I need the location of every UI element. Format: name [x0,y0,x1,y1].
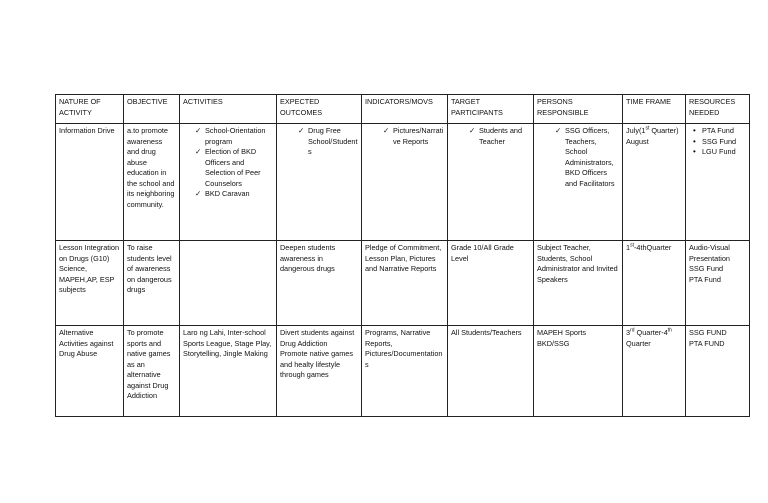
list-item: • PTA Fund [693,126,734,135]
header-resources: RESOURCES NEEDED [686,95,750,124]
resources-cell: SSG FUND PTA FUND [686,326,750,417]
time-frame-cell: July(1st Quarter) August [623,124,686,241]
nature-cell: Information Drive [56,124,124,241]
header-time-frame: TIME FRAME [623,95,686,124]
check-mark-icon: ✓ [298,126,305,135]
list-item: • LGU Fund [693,147,736,156]
activities-cell [180,124,277,241]
objective-cell: To promote sports and native games as an alternative against Drug Addiction [124,326,180,417]
participants-cell: All Students/Teachers [448,326,534,417]
header-outcomes: EXPECTED OUTCOMES [277,95,362,124]
list-item: ✓ SSG Officers, Teachers, School Administrators, BKD Officers and Facilitators [555,126,615,188]
check-mark-icon: ✓ [195,147,202,156]
indicators-cell: Pledge of Commitment, Lesson Plan, Pictures and Narrative Reports [362,241,448,326]
indicators-cell [362,124,448,241]
check-mark-icon: ✓ [469,126,476,135]
activities-cell: Laro ng Lahi, Inter-school Sports League, Stage Play, Storytelling, Jingle Making [180,326,277,417]
table-row [56,124,750,241]
header-nature: NATURE OF ACTIVITY [56,95,124,124]
check-mark-icon: ✓ [555,126,562,135]
list-item: ✓ Drug Free School/Students [298,126,358,156]
check-mark-icon: ✓ [195,189,202,198]
outcomes-cell [277,124,362,241]
header-persons: PERSONS RESPONSIBLE [534,95,623,124]
participants-cell: Grade 10/All Grade Level [448,241,534,326]
persons-cell: MAPEH Sports BKD/SSG [534,326,623,417]
header-activities: ACTIVITIES [180,95,277,124]
check-mark-icon: ✓ [195,126,202,135]
outcomes-cell: Divert students against Drug Addiction Promote native games and healty lifestyle through games [277,326,362,417]
header-participants: TARGET PARTICIPANTS [448,95,534,124]
resources-cell: Audio-Visual Presentation SSG Fund PTA Fund [686,241,750,326]
indicators-cell: Programs, Narrative Reports, Pictures/Documentations [362,326,448,417]
bullet-icon: • [693,136,696,146]
persons-cell [534,124,623,241]
header-indicators: INDICATORS/MOVS [362,95,448,124]
objective-cell: a.to promote awareness and drug abuse education in the school and its neighboring community. [124,124,180,241]
bullet-icon: • [693,147,696,156]
list-item: ✓ Pictures/Narrative Reports [383,126,444,146]
time-frame-cell: 1st-4thQuarter [623,241,686,326]
header-row [56,95,750,124]
list-item: ✓ Election of BKD Officers and Selection of Peer Counselors [195,147,261,188]
header-objective: OBJECTIVE [124,95,180,124]
list-item: ✓ School-Orientation program [195,126,266,146]
participants-cell [448,124,534,241]
nature-cell: Lesson Integration on Drugs (G10) Science, MAPEH,AP, ESP subjects [56,241,124,326]
bullet-icon: • [693,126,696,135]
objective-cell: To raise students level of awareness on dangerous drugs [124,241,180,326]
action-plan-table [55,94,750,417]
resources-cell [686,124,750,241]
persons-cell: Subject Teacher, Students, School Administrator and Invited Speakers [534,241,623,326]
time-frame-cell: 3rd Quarter-4th Quarter [623,326,686,417]
list-item: • SSG Fund [693,136,737,146]
list-item: ✓ BKD Caravan [195,189,250,198]
activities-cell [180,241,277,326]
check-mark-icon: ✓ [383,126,390,135]
table-row [56,326,750,417]
list-item: ✓ Students and Teacher [469,126,523,146]
nature-cell: Alternative Activities against Drug Abuse [56,326,124,417]
table-row [56,241,750,326]
outcomes-cell: Deepen students awareness in dangerous drugs [277,241,362,326]
